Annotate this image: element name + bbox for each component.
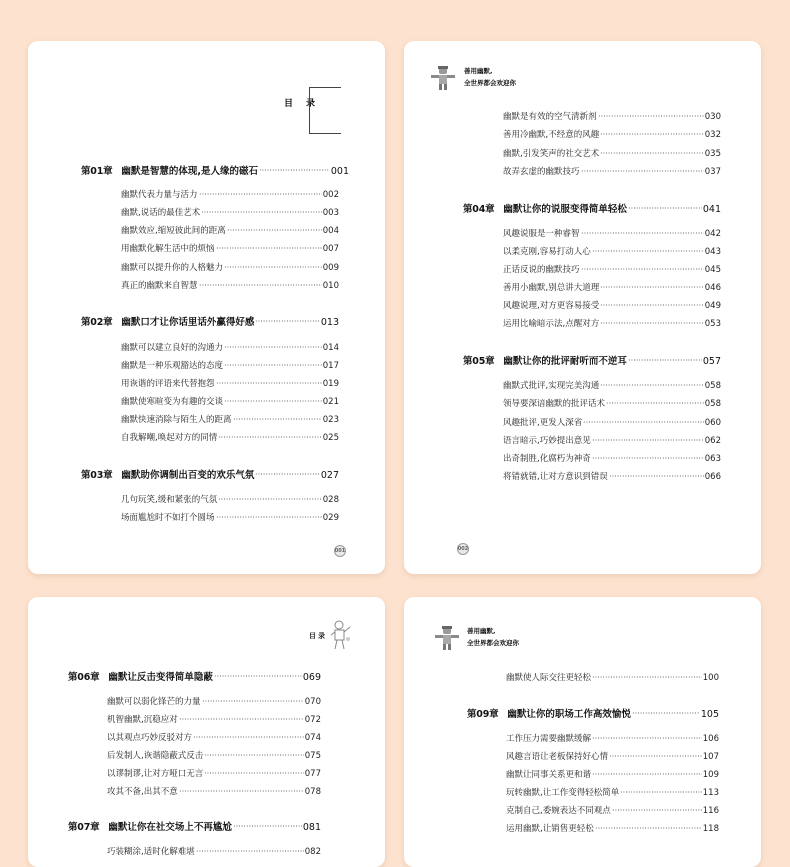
toc-entry: 幽默让同事关系更和谐 109 xyxy=(506,770,719,780)
page-number-badge: 001 xyxy=(334,545,346,557)
toc-entry: 用幽默化解生活中的烦恼 007 xyxy=(121,244,339,254)
toc-entry: 风趣说服是一种睿智 042 xyxy=(503,229,721,239)
toc-entry: 幽默,引发笑声的社交艺术 035 xyxy=(503,149,721,159)
page-number-badge: 002 xyxy=(457,543,469,555)
toc-entry: 幽默快速消除与陌生人的距离 023 xyxy=(121,415,339,425)
toc-page-4 xyxy=(404,597,761,867)
header-label: 目录 xyxy=(309,632,327,640)
mascot-icon xyxy=(328,619,354,653)
toc-entry: 用诙谐的评语来代替抱怨 019 xyxy=(121,379,339,389)
toc-entry: 幽默可以弱化锋芒的力量 070 xyxy=(107,697,321,707)
toc-entry: 巧装糊涂,适时化解难堪 082 xyxy=(107,847,321,857)
title-bracket xyxy=(309,87,341,134)
chapter-heading: 第06章 幽默让反击变得简单隐蔽 069 xyxy=(68,672,321,683)
toc-entry: 以其观点巧妙反驳对方 074 xyxy=(107,733,321,743)
toc-entry: 以谬制谬,让对方哑口无言 077 xyxy=(107,769,321,779)
toc-entry: 风趣言语让老板保持好心情 107 xyxy=(506,752,719,762)
chapter-heading: 第01章 幽默是智慧的体现,是人缘的磁石 001 xyxy=(81,166,349,177)
toc-entry: 幽默使寒暄变为有趣的交谈 021 xyxy=(121,397,339,407)
toc-entry: 以柔克刚,容易打动人心 043 xyxy=(503,247,721,257)
toc-entry: 后发制人,诙谐隐蔽式反击 075 xyxy=(107,751,321,761)
toc-entry: 幽默使人际交往更轻松 100 xyxy=(506,673,719,683)
toc-entry: 运用比喻暗示法,点醒对方 053 xyxy=(503,319,721,329)
toc-entry: 将错就错,让对方意识到错误 066 xyxy=(503,472,721,482)
toc-entry: 幽默代表力量与活力 002 xyxy=(121,190,339,200)
toc-entry: 故弄玄虚的幽默技巧 037 xyxy=(503,167,721,177)
toc-entry: 幽默效应,缩短彼此间的距离 004 xyxy=(121,226,339,236)
toc-entry: 幽默可以提升你的人格魅力 009 xyxy=(121,263,339,273)
header-slogan: 善用幽默, 全世界都会欢迎你 xyxy=(467,627,519,647)
toc-entry: 幽默可以建立良好的沟通力 014 xyxy=(121,343,339,353)
mascot-icon xyxy=(430,65,456,91)
chapter-heading: 第05章 幽默让你的批评耐听而不逆耳 057 xyxy=(463,356,721,367)
toc-entry: 几句玩笑,缓和紧张的气氛 028 xyxy=(121,495,339,505)
toc-entry: 风趣说理,对方更容易接受 049 xyxy=(503,301,721,311)
toc-page-3 xyxy=(28,597,385,867)
toc-entry: 幽默是有效的空气清新剂 030 xyxy=(503,112,721,122)
toc-title: 目录 xyxy=(284,99,329,109)
chapter-heading: 第03章 幽默助你调制出百变的欢乐气氛 027 xyxy=(81,470,339,481)
chapter-heading: 第02章 幽默口才让你话里话外赢得好感 013 xyxy=(81,317,339,328)
toc-entry: 运用幽默,让销售更轻松 118 xyxy=(506,824,719,834)
toc-entry: 真正的幽默来自智慧 010 xyxy=(121,281,339,291)
toc-entry: 领导要深谙幽默的批评话术 058 xyxy=(503,399,721,409)
toc-entry: 场面尴尬时不如打个圆场 029 xyxy=(121,513,339,523)
chapter-heading: 第07章 幽默让你在社交场上不再尴尬 081 xyxy=(68,822,321,833)
toc-entry: 幽默式批评,实现完美沟通 058 xyxy=(503,381,721,391)
toc-entry: 自我解嘲,唤起对方的同情 025 xyxy=(121,433,339,443)
toc-page-1 xyxy=(28,41,385,574)
toc-entry: 攻其不备,出其不意 078 xyxy=(107,787,321,797)
chapter-heading: 第09章 幽默让你的职场工作高效愉悦 105 xyxy=(467,709,719,720)
toc-entry: 语言暗示,巧妙提出意见 062 xyxy=(503,436,721,446)
chapter-heading: 第04章 幽默让你的说服变得简单轻松 041 xyxy=(463,204,721,215)
toc-entry: 克制自己,委婉表达不同观点 116 xyxy=(506,806,719,816)
toc-entry: 幽默是一种乐观豁达的态度 017 xyxy=(121,361,339,371)
toc-entry: 风趣批评,更发人深省 060 xyxy=(503,418,721,428)
mascot-icon xyxy=(434,625,460,651)
toc-entry: 正话反说的幽默技巧 045 xyxy=(503,265,721,275)
toc-page-2 xyxy=(404,41,761,574)
toc-entry: 幽默,说话的最佳艺术 003 xyxy=(121,208,339,218)
toc-entry: 善用小幽默,别总讲大道理 046 xyxy=(503,283,721,293)
toc-entry: 机智幽默,沉稳应对 072 xyxy=(107,715,321,725)
toc-entry: 工作压力需要幽默缓解 106 xyxy=(506,734,719,744)
toc-entry: 玩转幽默,让工作变得轻松简单 113 xyxy=(506,788,719,798)
header-slogan: 善用幽默, 全世界都会欢迎你 xyxy=(464,67,516,87)
toc-entry: 善用冷幽默,不经意的风趣 032 xyxy=(503,130,721,140)
toc-entry: 出奇制胜,化腐朽为神奇 063 xyxy=(503,454,721,464)
